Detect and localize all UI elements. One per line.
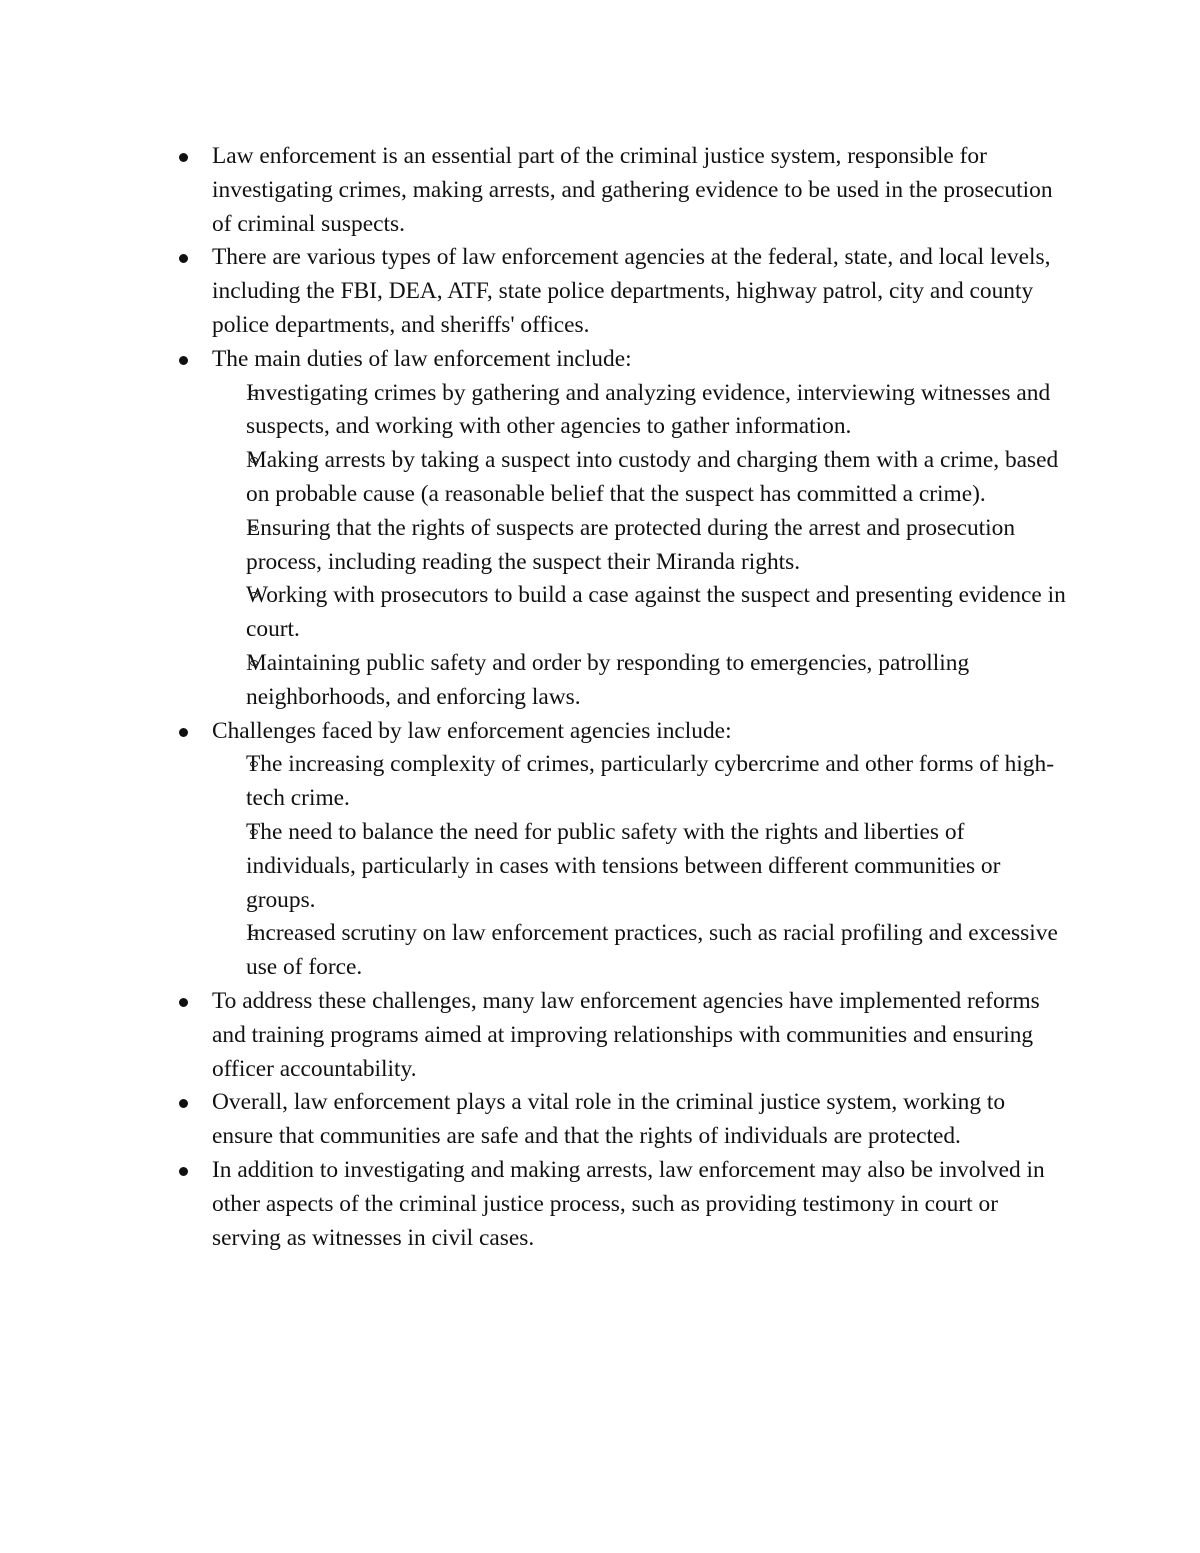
sub-list-item — [175, 917, 1070, 985]
list-item — [175, 985, 1070, 1086]
bullet-dot-icon — [179, 1167, 188, 1176]
bullet-dot-icon — [179, 254, 188, 263]
sub-list — [175, 748, 1070, 985]
list-item-text: Overall, law enforcement plays a vital role in the criminal justice system, working to ensure that communities are safe and that the rights of individuals are protected. — [212, 1089, 1006, 1150]
sub-list-item-text: Maintaining public safety and order by responding to emergencies, patrolling neighborhoods, and enforcing laws. — [246, 649, 970, 710]
bullet-dot-icon — [179, 153, 188, 162]
sub-list-item-text: The increasing complexity of crimes, particularly cybercrime and other forms of high-tech crime. — [246, 751, 1054, 812]
sub-list-item — [175, 647, 1070, 715]
bullet-dot-icon — [179, 1099, 188, 1108]
bullet-circle-icon — [250, 525, 258, 531]
sub-list-item-text: Increased scrutiny on law enforcement practices, such as racial profiling and excessive use of force. — [246, 920, 1058, 981]
sub-list-item — [175, 512, 1070, 580]
sub-list-item-text: Working with prosecutors to build a case against the suspect and presenting evidence in court. — [246, 582, 1066, 643]
sub-list-item — [175, 579, 1070, 647]
bullet-dot-icon — [179, 998, 188, 1007]
sub-list-item — [175, 444, 1070, 512]
sub-list-item-text: The need to balance the need for public safety with the rights and liberties of individuals, particularly in cases with tensions between different communities or groups. — [246, 818, 1001, 913]
list-item-text: Challenges faced by law enforcement agencies include: — [212, 717, 732, 744]
list-item — [175, 1086, 1070, 1154]
list-item — [175, 715, 1070, 985]
list-item-text: There are various types of law enforcement agencies at the federal, state, and local levels, including the FBI, DEA, ATF, state police departments, highway patrol, city and county police departments, and sheriffs' offices. — [212, 244, 1051, 338]
sub-list-item — [175, 748, 1070, 816]
bullet-circle-icon — [250, 660, 258, 666]
list-item — [175, 343, 1070, 715]
sub-list-item — [175, 816, 1070, 917]
list-item-text: The main duties of law enforcement include: — [212, 345, 632, 372]
list-item-text: To address these challenges, many law enforcement agencies have implemented reforms and training programs aimed at improving relationships with communities and ensuring officer accountability. — [212, 987, 1040, 1082]
sub-list-item-text: Investigating crimes by gathering and analyzing evidence, interviewing witnesses and suspects, and working with other agencies to gather information. — [246, 379, 1051, 440]
list-item — [175, 1154, 1070, 1255]
list-item-text: In addition to investigating and making arrests, law enforcement may also be involved in other aspects of the criminal justice process, such as providing testimony in court or serving as witnesses in civil cases. — [212, 1156, 1045, 1251]
list-item-text: Law enforcement is an essential part of the criminal justice system, responsible for investigating crimes, making arrests, and gathering evidence to be used in the prosecution of criminal suspects. — [212, 143, 1053, 237]
sub-list-item-text: Ensuring that the rights of suspects are protected during the arrest and prosecution process, including reading the suspect their Miranda rights. — [246, 514, 1016, 575]
bullet-circle-icon — [250, 390, 258, 396]
bullet-list — [175, 140, 1070, 1255]
bullet-dot-icon — [179, 728, 188, 737]
list-item — [175, 241, 1070, 342]
bullet-dot-icon — [179, 356, 188, 365]
sub-list-item — [175, 377, 1070, 445]
bullet-circle-icon — [250, 829, 258, 835]
list-item — [175, 140, 1070, 241]
sub-list-item-text: Making arrests by taking a suspect into custody and charging them with a crime, based on probable cause (a reasonable belief that the suspect has committed a crime). — [246, 447, 1059, 507]
sub-list — [175, 377, 1070, 715]
